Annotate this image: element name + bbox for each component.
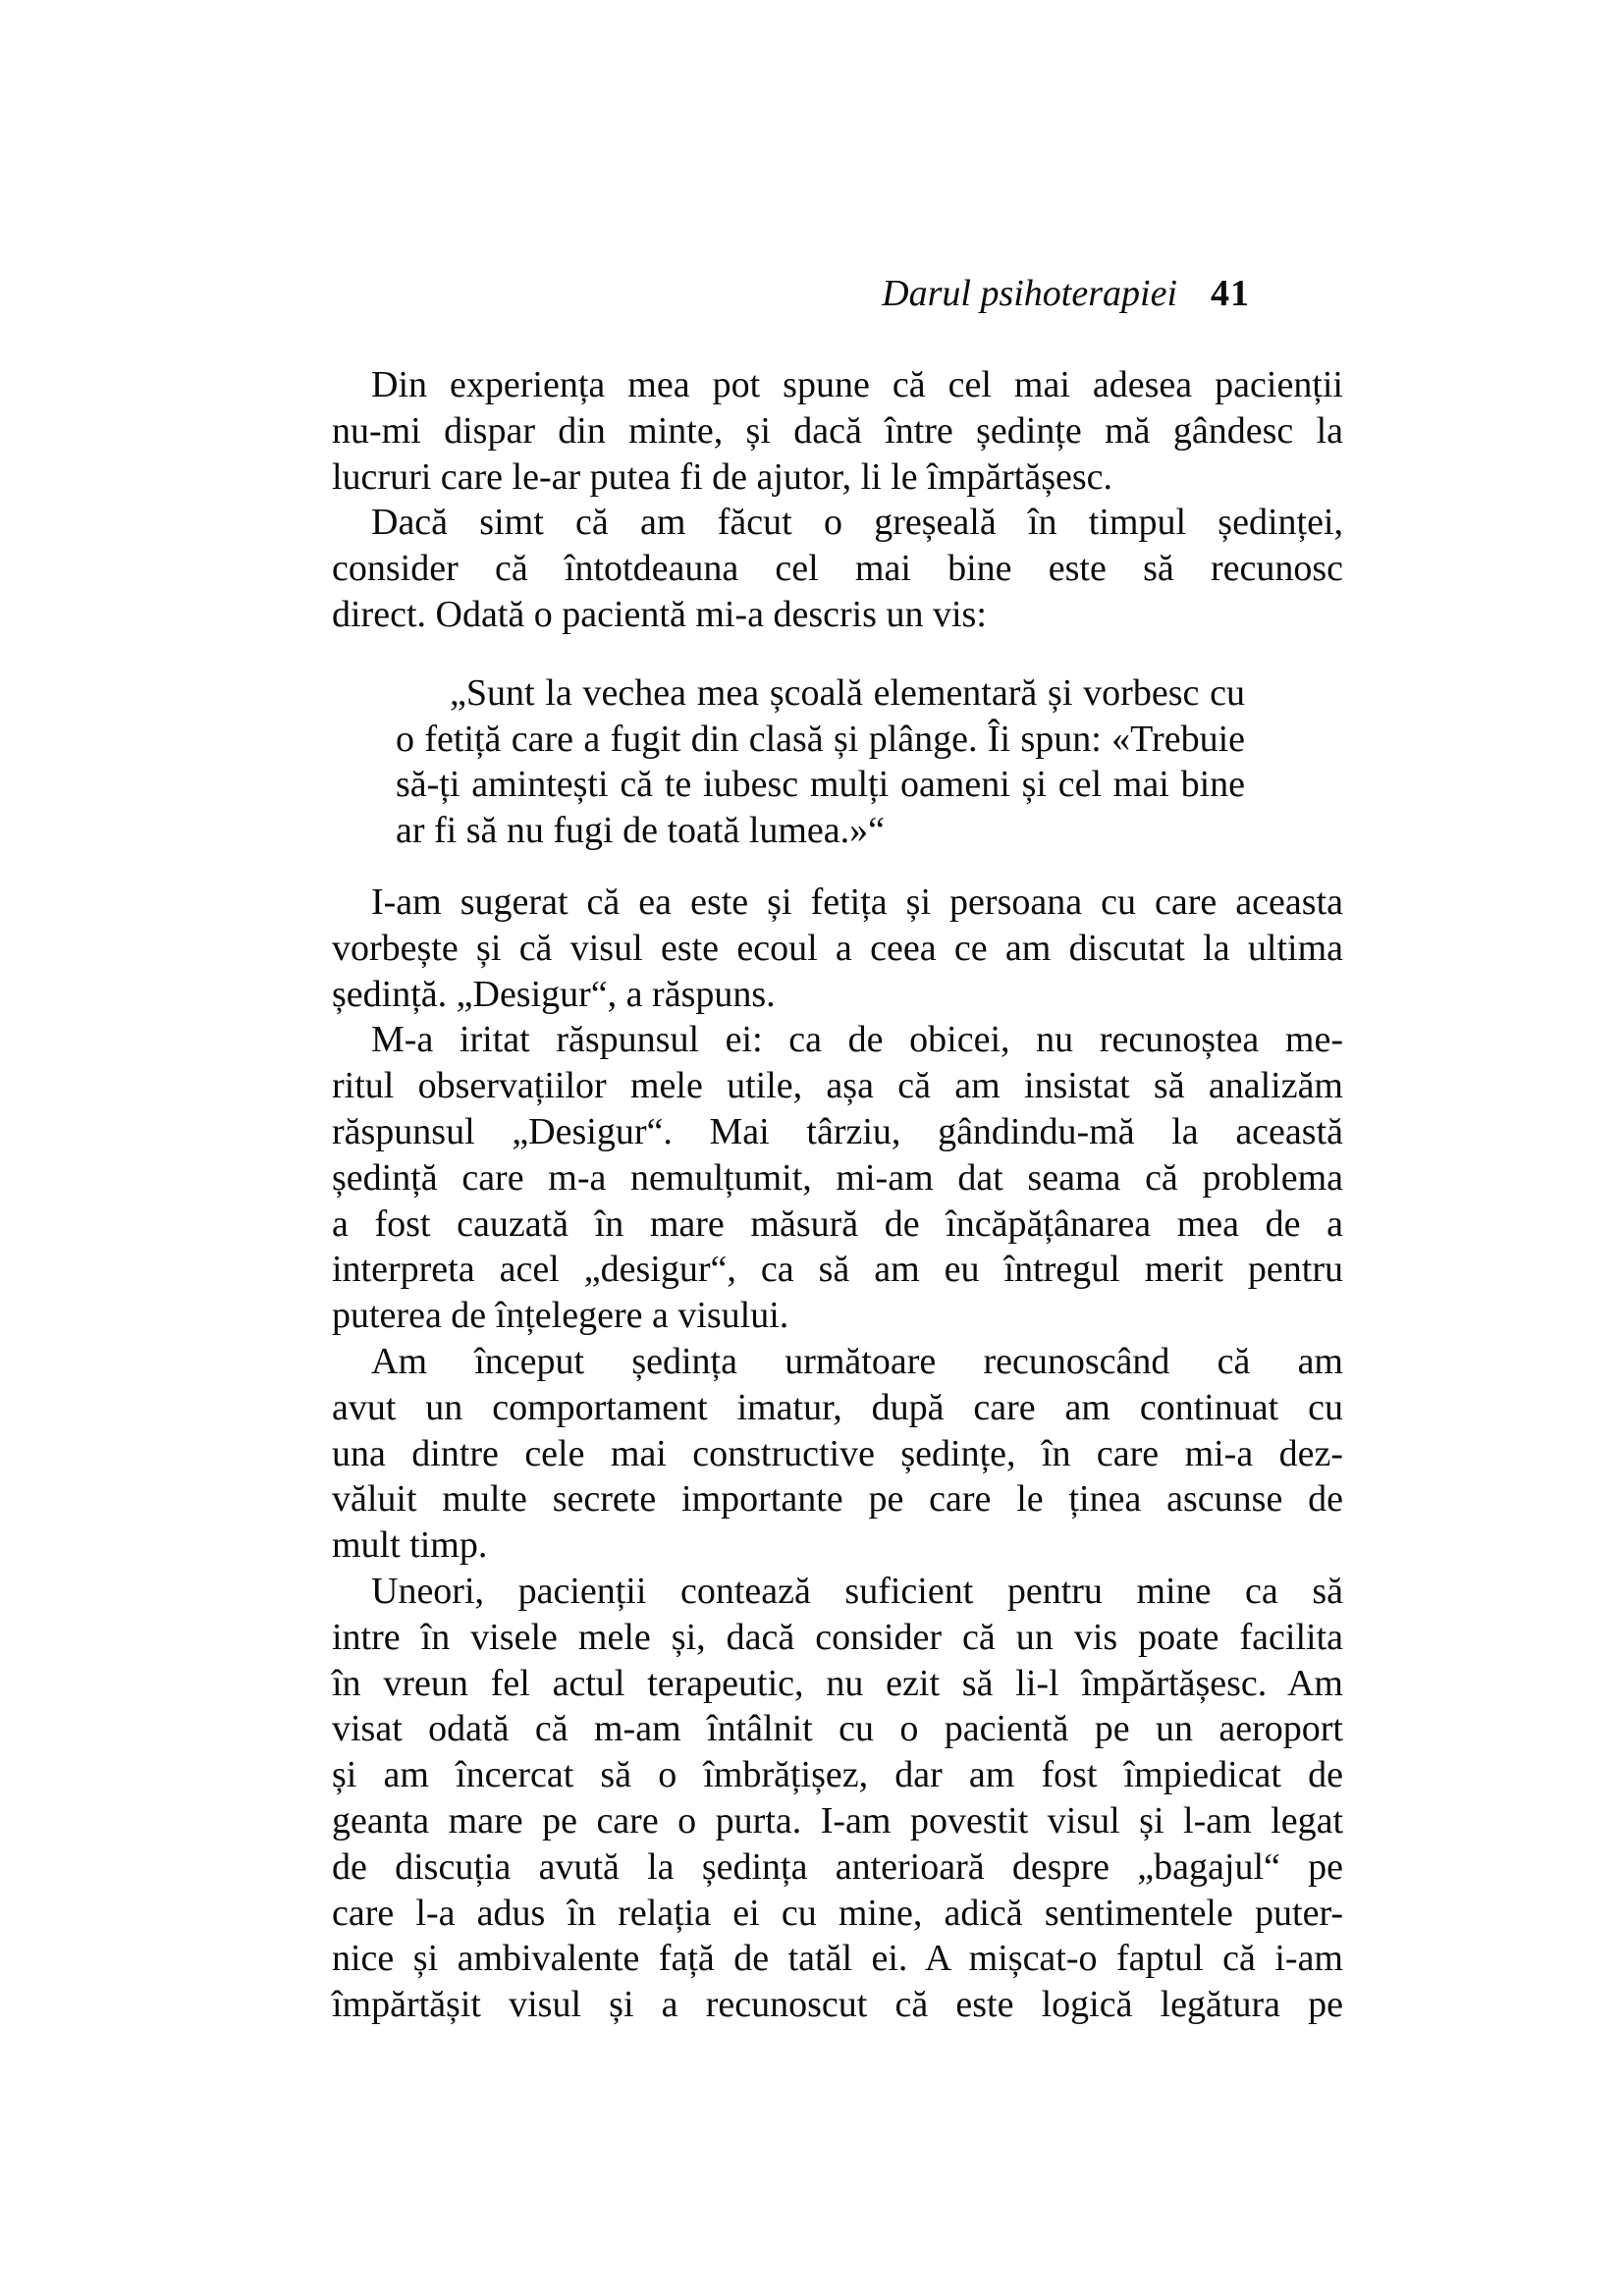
running-title: Darul psihoterapiei: [882, 273, 1177, 314]
text-line: M-a iritat răspunsul ei: ca de obicei, nu recunoștea me-: [371, 1019, 1343, 1061]
text-line: intre în visele mele și, dacă consider că un vis poate facilita: [332, 1616, 1343, 1658]
text-line: geanta mare pe care o purta. I-am povestit visul și l-am legat: [332, 1799, 1343, 1842]
text-line: ședință. „Desigur“, a răspuns.: [332, 973, 776, 1015]
text-line: împărtășit visul și a recunoscut că este logică legătura pe: [332, 1984, 1343, 2026]
text-line: să-ți amintești că te iubesc mulți oameni și cel mai bine: [396, 764, 1245, 806]
text-line: mult timp.: [332, 1524, 488, 1567]
text-line: direct. Odată o pacientă mi-a descris un vis:: [332, 593, 987, 635]
paragraph: [332, 362, 1343, 500]
text-line: avut un comportament imatur, după care am continuat cu: [332, 1386, 1343, 1428]
paragraph: [332, 500, 1343, 637]
text-line: lucruri care le-ar putea fi de ajutor, li le împărtășesc.: [332, 455, 1113, 498]
text-line: vorbește și că visul este ecoul a ceea ce am discutat la ultima: [332, 927, 1343, 969]
paragraph: [332, 1339, 1343, 1569]
text-line: în vreun fel actul terapeutic, nu ezit să li-l împărtășesc. Am: [332, 1662, 1343, 1704]
text-line: interpreta acel „desigur“, ca să am eu întregul merit pentru: [332, 1249, 1343, 1291]
text-line: puterea de înțelegere a visului.: [332, 1295, 789, 1337]
text-line: nu-mi dispar din minte, și dacă între ședințe mă gândesc la: [332, 409, 1343, 452]
page-number: 41: [1211, 273, 1250, 314]
text-line: văluit multe secrete importante pe care le ținea ascunse de: [332, 1478, 1343, 1521]
text-line: și am încercat să o îmbrățișez, dar am fost împiedicat de: [332, 1754, 1343, 1796]
paragraph: [332, 1569, 1343, 2028]
text-line: ar fi să nu fugi de toată lumea.»“: [396, 810, 886, 852]
text-block: [332, 362, 1343, 2028]
text-line: de discuția avută la ședința anterioară despre „bagajul“ pe: [332, 1845, 1343, 1888]
text-line: I-am sugerat că ea este și fetița și persoana cu care aceasta: [371, 881, 1343, 923]
text-line: nice și ambivalente față de tatăl ei. A mișcat-o faptul că i-am: [332, 1938, 1343, 1980]
text-line: Uneori, pacienții contează suficient pentru mine ca să: [371, 1570, 1343, 1612]
text-line: Am început ședința următoare recunoscând că am: [371, 1340, 1343, 1382]
text-line: ședință care m-a nemulțumit, mi-am dat seama că problema: [332, 1156, 1343, 1199]
paragraph: [332, 1017, 1343, 1339]
running-head: [332, 271, 1343, 316]
text-line: o fetiță care a fugit din clasă și plânge. Îi spun: «Trebuie: [396, 718, 1245, 760]
text-line: răspunsul „Desigur“. Mai târziu, gândindu-mă la această: [332, 1110, 1343, 1152]
text-line: Din experiența mea pot spune că cel mai adesea pacienții: [371, 364, 1343, 405]
text-line: a fost cauzată în mare măsură de încăpățânarea mea de a: [332, 1202, 1343, 1245]
text-line: visat odată că m-am întâlnit cu o pacientă pe un aeroport: [332, 1708, 1343, 1750]
text-line: consider că întotdeauna cel mai bine este să recunosc: [332, 548, 1343, 590]
text-line: care l-a adus în relația ei cu mine, adică sentimentele puter-: [332, 1892, 1343, 1934]
text-line: una dintre cele mai constructive ședințe, în care mi-a dez-: [332, 1432, 1343, 1474]
text-line: ritul observațiilor mele utile, așa că am insistat să analizăm: [332, 1065, 1343, 1107]
text-line: „Sunt la vechea mea școală elementară și vorbesc cu: [450, 671, 1245, 714]
text-line: Dacă simt că am făcut o greșeală în timpul ședinței,: [371, 502, 1343, 544]
paragraph: [332, 880, 1343, 1017]
block-quote: [396, 670, 1245, 854]
